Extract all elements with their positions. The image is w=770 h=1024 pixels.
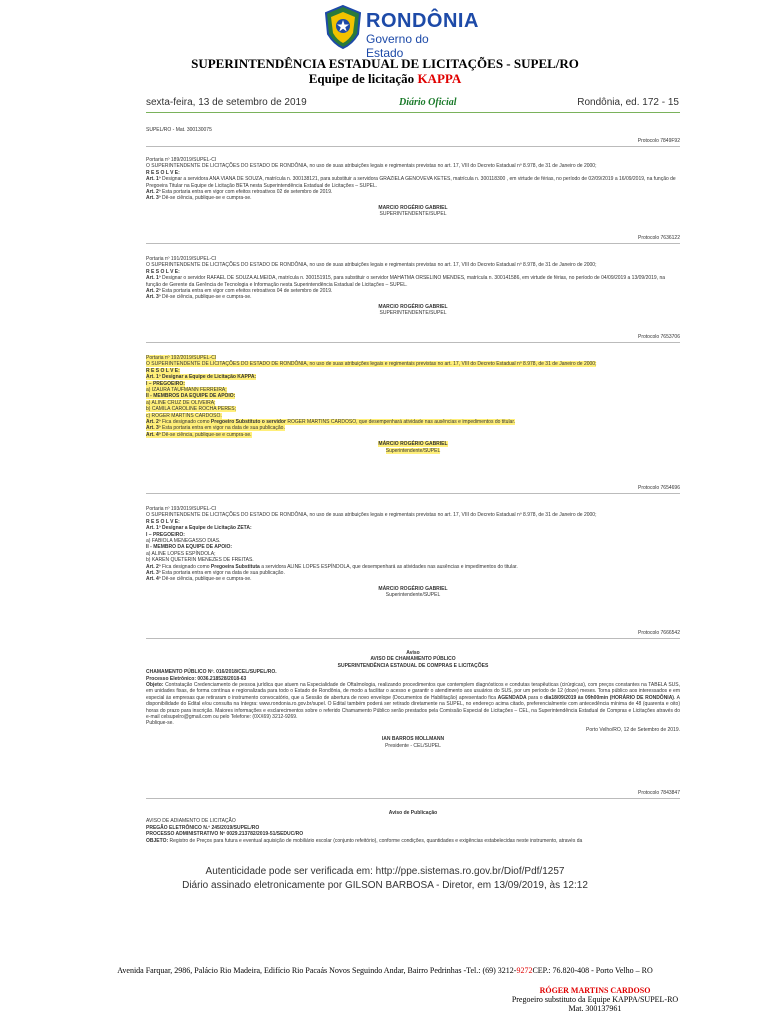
notice-title: AVISO DE CHAMAMENTO PÚBLICO [370, 656, 456, 663]
aviso-chamamento [146, 650, 680, 749]
portaria-intro: O SUPERINTENDENTE DE LICITAÇÕES DO ESTADO DE RONDÔNIA, no uso de suas atribuições legais e regimentais previstas no art. 17, VIII do Decreto Estadual nº 8.978, de 31 de Janeiro de 2000; [146, 262, 597, 269]
article-1 [146, 176, 680, 189]
footer-address [0, 966, 770, 975]
notice-process: Processo Eletrônico: 0036.218528/2018-63 [146, 675, 247, 682]
article-3 [146, 294, 680, 300]
publication-date: sexta-feira, 13 de setembro de 2019 [146, 97, 307, 108]
notice-heading: Aviso de Publicação [388, 810, 438, 816]
protocol-2: Protocolo 7636122 [638, 235, 680, 241]
article-label: Art. 2º [146, 288, 161, 295]
protocol-3: Protocolo 7653706 [638, 334, 680, 340]
article-text: Esta portaria entra em vigor na data de sua publicação. [162, 570, 285, 577]
section-divider [146, 146, 680, 147]
object-text: Registro de Preços para futura e eventual aquisição de mobiliário escolar (conjunto refeitório), conforme condições, quantidades e exigências estabelecidas neste instrumento, através da [168, 837, 583, 844]
article-1: Art. 1º Designar a Equipe de Licitação KAPPA: [146, 374, 257, 381]
process-number: PROCESSO ADMINISTRATIVO Nº 0029.213782/2019-51/SEDUC/RO [146, 831, 304, 838]
article-4 [146, 432, 680, 438]
portaria-title: Portaria nº 192/2019/SUPEL-CI [146, 355, 217, 361]
article-text: Dê-se ciência, publique-se e cumpra-se. [162, 294, 252, 301]
article-text: Esta portaria entra em vigor na data de sua publicação. [162, 425, 285, 432]
article-text: Fica designado como [162, 563, 211, 570]
government-logo [322, 4, 479, 60]
portaria-193 [146, 506, 680, 599]
article-1: Art. 1º Designar a Equipe de Licitação ZETA: [146, 525, 252, 532]
article-label: Art. 2º [146, 189, 161, 196]
notice-type: AVISO DE ADIAMENTO DE LICITAÇÃO [146, 818, 236, 825]
supel-mat: SUPEL/RO - Mat. 300130075 [146, 127, 212, 133]
notice-object [146, 682, 680, 720]
protocol-6: Protocolo 7843847 [638, 790, 680, 796]
signature-role: SUPERINTENDENTE/SUPEL [379, 310, 447, 317]
portaria-title: Portaria nº 191/2019/SUPEL-CI [146, 256, 217, 262]
support-member: b) KAREN QUETERIN MENEZES DE FREITAS. [146, 557, 254, 564]
article-text: Designar o servidor RAFAEL DE SOUZA ALMEIDA, matrícula n. 300151915, para substituir o servidor MAHATMA ORSELINO MENDES, matrícula n. 300141586, em virtude de férias, no período de 04/09/2019 a 13/09/2019, na função de Gerente da Gerência de Tecnologia e Informação nesta Superintendência Estadual de Licitações – SUPEL. [146, 275, 666, 288]
article-label: Art. 2º [146, 419, 161, 426]
object-bold: dia18/09/2019 às 09h00min (HORÁRIO DE RONDÔNIA) [544, 694, 674, 701]
object-text: . A disponibilidade do Edital e/ou consulta na íntegra: www.rondonia.ro.gov.br/supel. O Edital também poderá ser retirado diretamente na SUPEL, no endereço acima citado, preferencialmente com antecedência mínima de 48 (quarenta e oito) horas do prazo para inscrição. Maiores informações e esclarecimentos sobre o referido Chamamento Público serão prestados pela Comissão Especial de Licitações – CEL, na Superintendência Estadual de Compras e Licitações através do e-mail celsupelro@gmail.com ou pelo Telefone: (0XX69) 3212-9269. [146, 694, 680, 721]
pregoeiro-name: a) FABIOLA MENEGASSO DIAS. [146, 538, 221, 545]
signature-role: SUPERINTENDENTE/SUPEL [379, 211, 447, 218]
signature-name: MARCIO ROGÉRIO GABRIEL [378, 303, 448, 310]
footer-signature-role: Pregoeiro substituto da Equipe KAPPA/SUPEL-RO [511, 995, 679, 1004]
logo-subtitle: Governo do Estado [366, 32, 429, 60]
notice-date: Porto Velho/RO, 12 de Setembro de 2019. [586, 726, 680, 733]
header-divider [146, 112, 680, 113]
section-divider [146, 243, 680, 244]
object-text: para o [526, 694, 545, 701]
article-text: Fica designado como [162, 419, 211, 426]
section-divider [146, 638, 680, 639]
footer-signature-name: RÓGER MARTINS CARDOSO [539, 986, 651, 995]
article-label: Art. 4º [146, 576, 161, 583]
support-member: b) CAMILA CAROLINE ROCHA PERES; [146, 406, 237, 413]
section-divider [146, 342, 680, 343]
portaria-intro: O SUPERINTENDENTE DE LICITAÇÕES DO ESTADO DE RONDÔNIA, no uso de suas atribuições legais e regimentais previstas no art. 17, VIII do Decreto Estadual nº 8.978, de 31 de Janeiro de 2000; [146, 163, 597, 170]
subtitle-prefix: Equipe de licitação [308, 71, 418, 86]
pregoeiro-name: a) IZAURA TAUFMANN FERREIRA; [146, 387, 227, 394]
signature-name: MARCIO ROGÉRIO GABRIEL [378, 204, 448, 211]
page-title: SUPERINTENDÊNCIA ESTADUAL DE LICITAÇÕES - SUPEL/RO [191, 56, 579, 71]
portaria-resolve: R E S O L V E: [146, 169, 180, 176]
team-name: KAPPA [417, 71, 462, 86]
support-member: a) ALINE LOPES ESPÍNDOLA; [146, 550, 216, 557]
support-member: c) ROGER MARTINS CARDOSO. [146, 412, 222, 419]
notice-object [146, 838, 680, 844]
support-team-heading: II - MEMBROS DA EQUIPE DE APOIO: [146, 393, 236, 400]
notice-agency: SUPERINTENDÊNCIA ESTADUAL DE COMPRAS E LICITAÇÕES [337, 662, 489, 669]
portaria-resolve: R E S O L V E: [146, 367, 180, 374]
article-text: Esta portaria entra em vigor com efeitos retroativos 04 de setembro de 2019. [162, 288, 333, 295]
logo-brand: RONDÔNIA [366, 10, 479, 32]
protocol-4: Protocolo 7654696 [638, 485, 680, 491]
article-label: Art. 3º [146, 570, 161, 577]
portaria-intro: O SUPERINTENDENTE DE LICITAÇÕES DO ESTADO DE RONDÔNIA, no uso de suas atribuições legais e regimentais previstas no art. 17, VIII do Decreto Estadual nº 8.978, de 31 de Janeiro de 2000; [146, 512, 597, 519]
pregao-number: PREGÃO ELETRÔNICO N.º 245/2019/SUPEL/RO [146, 824, 260, 831]
journal-name: Diário Oficial [399, 97, 457, 108]
article-3 [146, 195, 680, 201]
article-label: Art. 1º [146, 275, 161, 282]
article-text: Dê-se ciência, publique-se e cumpra-se. [162, 576, 252, 583]
article-text: a servidora ALINE LOPES ESPÍNDOLA, que desempenhará as atividades nas ausências e impedimentos do titular. [259, 563, 518, 570]
pregoeiro-heading: I – PREGOEIRO: [146, 380, 185, 387]
address-text: CEP.: 76.820-408 - Porto Velho – RO [532, 966, 653, 975]
object-bold: AGENDADA [497, 694, 527, 701]
portaria-title: Portaria nº 193/2019/SUPEL-CI [146, 506, 217, 512]
article-bold: Pregoeira Substituta [210, 563, 260, 570]
portaria-title: Portaria nº 189/2019/SUPEL-CI [146, 157, 217, 163]
address-text: Avenida Farquar, 2986, Palácio Rio Madeira, Edifício Rio Pacaás Novos Seguindo Andar, Bairro Pedrinhas -Tel.: (69) 3212- [117, 966, 517, 975]
notice-heading: Aviso [406, 650, 420, 656]
object-text: Contratação Credenciamento de pessoa jurídica que atuem na Especialidade de Oftalmologia, realizando procedimentos que contemplem diagnósticos e condutas terapêuticas (cirúrgicas), com preços constantes na TABELA SUS, em unidades fixas, de forma contínua e regionalizada para todo o Estado de Rondônia, de modo a facilitar o acesso e garantir o atendimento aos usuários do SUS, por um período de 12 (doze) meses. Torna público aos interessados e em especial às empresas que retiraram o instrumento convocatório, que a Sessão de abertura de novo envelope (Documentos de Habilitação) apresentado fica [146, 682, 680, 701]
protocol-5: Protocolo 7666542 [638, 630, 680, 636]
digital-signature-note: Diário assinado eletronicamente por GILSON BARBOSA - Diretor, em 13/09/2019, às 12:12 [182, 880, 588, 891]
article-4 [146, 576, 680, 582]
portaria-191 [146, 256, 680, 317]
portaria-189 [146, 157, 680, 218]
article-label: Art. 3º [146, 294, 161, 301]
article-label: Art. 1º [146, 176, 161, 183]
signature-name: MÁRCIO ROGÉRIO GABRIEL [378, 441, 448, 448]
article-text: ROGER MARTINS CARDOSO, que desempenhará atividade nas ausências e impedimentos do titular. [285, 419, 516, 426]
support-team-heading: II - MEMBRO DA EQUIPE DE APOIO: [146, 544, 233, 551]
signature-role: Superintendente/SUPEL [385, 447, 441, 454]
section-divider [146, 798, 680, 799]
protocol-1: Protocolo 7849F92 [637, 138, 680, 144]
page-subtitle [0, 71, 770, 87]
portaria-resolve: R E S O L V E: [146, 268, 180, 275]
authenticity-link[interactable]: Autenticidade pode ser verificada em: http://ppe.sistemas.ro.gov.br/Diof/Pdf/1257 [205, 866, 565, 877]
article-text: Dê-se ciência, publique-se e cumpra-se. [162, 195, 252, 202]
article-text: Dê-se ciência, publique-se e cumpra-se. [162, 431, 252, 438]
section-divider [146, 493, 680, 494]
signature-role: Superintendente/SUPEL [385, 592, 441, 599]
notice-number: CHAMAMENTO PÚBLICO Nº. 016/2018/CEL/SUPEL/RO. [146, 669, 277, 676]
object-label: OBJETO: [146, 837, 169, 844]
signature-name: MÁRCIO ROGÉRIO GABRIEL [378, 585, 448, 592]
portaria-intro: O SUPERINTENDENTE DE LICITAÇÕES DO ESTADO DE RONDÔNIA, no uso de suas atribuições legais e regimentais previstas no art. 17, VIII do Decreto Estadual nº 8.978, de 31 de Janeiro de 2000; [146, 361, 597, 368]
article-text: Esta portaria entra em vigor com efeitos retroativos 02 de setembro de 2019. [162, 189, 333, 196]
state-crest-icon [322, 4, 364, 50]
footer-signature-mat: Mat. 300137961 [568, 1004, 622, 1013]
article-label: Art. 3º [146, 425, 161, 432]
object-label: Objeto: [146, 682, 164, 689]
edition: Rondônia, ed. 172 - 15 [577, 97, 679, 108]
article-1 [146, 275, 680, 288]
article-text: Designar a servidora ANA VIANA DE SOUZA, matrícula n. 300138121, para substituir a servidora GRAZIELA GENOVEVA KETES, matrícula n. 300118300 , em virtude de férias, no período de 02/09/2019 a 16/09/2019, na função de Pregoeira Titular na Equipe de Licitação BETA nesta Superintendência Estadual de Licitações – SUPEL. [146, 176, 676, 189]
footer-signature [480, 986, 710, 1013]
support-member: a) ALINE CRUZ DE OLIVEIRA; [146, 399, 216, 406]
portaria-resolve: R E S O L V E: [146, 518, 180, 525]
publique-se: Publique-se. [146, 720, 174, 727]
portaria-192 [146, 355, 680, 454]
aviso-publicacao [146, 810, 680, 844]
article-label: Art. 2º [146, 563, 161, 570]
article-label: Art. 4º [146, 431, 161, 438]
pregoeiro-heading: I – PREGOEIRO: [146, 531, 185, 538]
address-phone-suffix: 9272 [516, 966, 533, 975]
signature-name: IAN BARROS MOLLMANN [381, 736, 445, 743]
signature-role: Presidente - CEL/SUPEL [385, 742, 441, 749]
article-label: Art. 3º [146, 195, 161, 202]
article-bold: Pregoeiro Substituto o servidor [210, 419, 286, 426]
